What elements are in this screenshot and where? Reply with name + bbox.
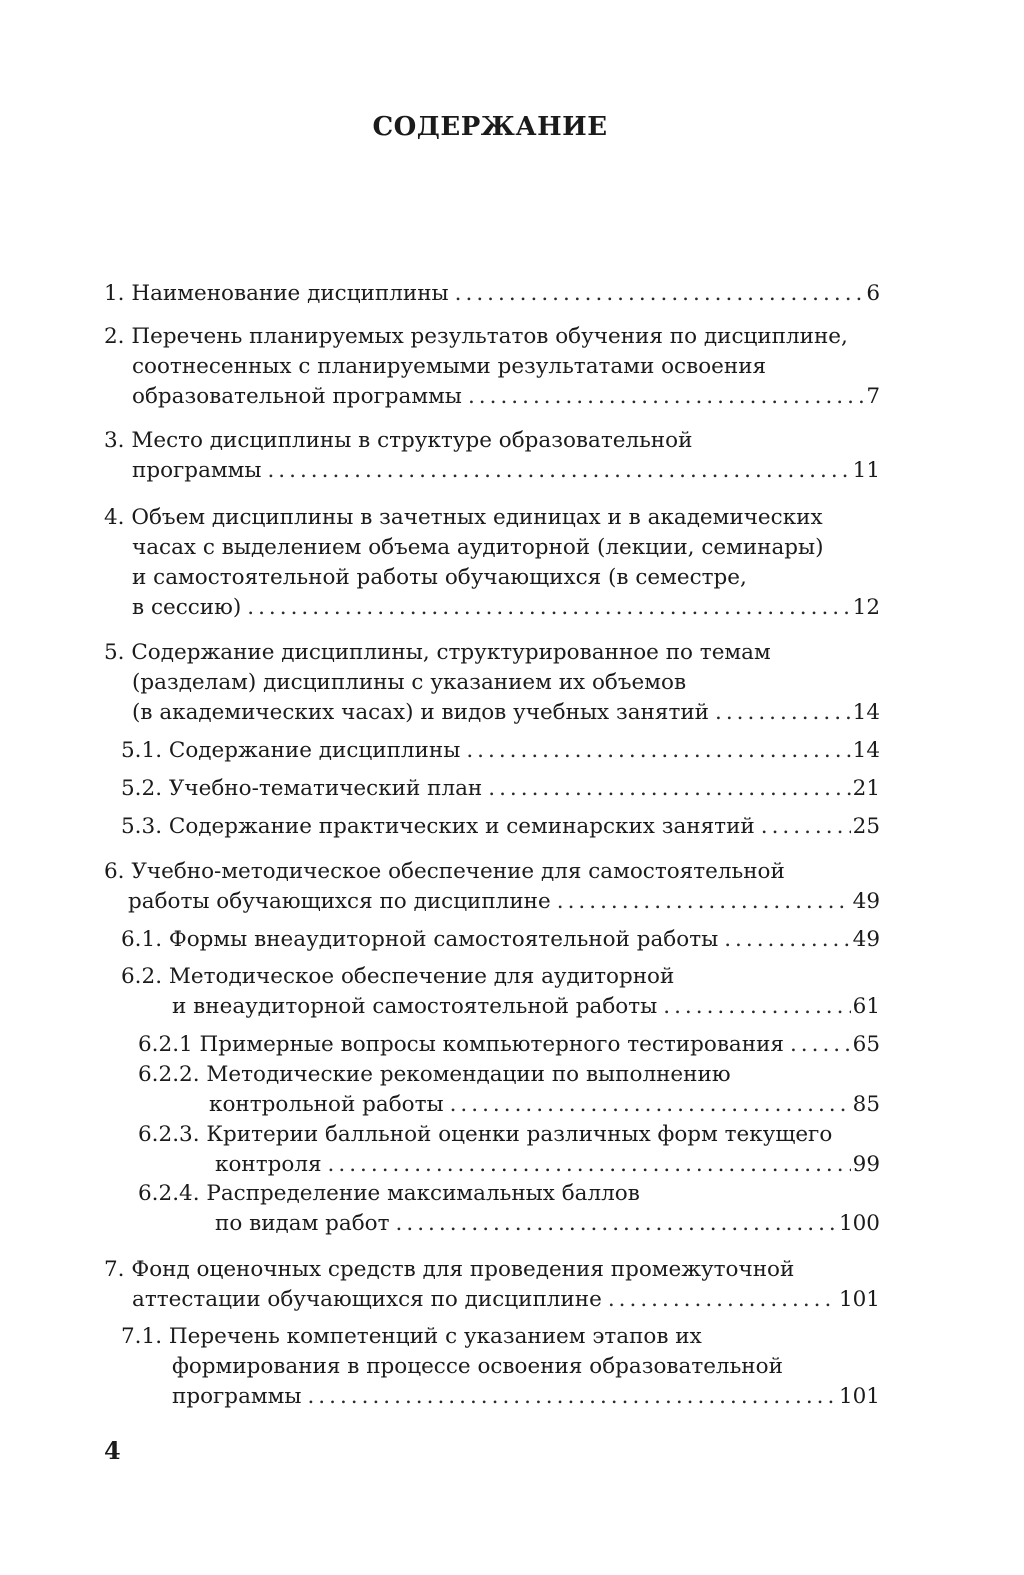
- toc-entry-text: контроля: [215, 1152, 322, 1177]
- dot-leader: [468, 382, 864, 412]
- toc-entry-text: по видам работ: [215, 1211, 390, 1236]
- toc-entry: [104, 426, 880, 486]
- toc-entry: [104, 322, 880, 412]
- dot-leader: [267, 456, 850, 486]
- toc-entry-number: 4.: [104, 505, 132, 530]
- toc-entry-number: 5.1.: [121, 738, 169, 763]
- toc-page-number: 14: [852, 700, 880, 725]
- dot-leader: [557, 887, 851, 917]
- toc-page-number: 11: [852, 458, 880, 483]
- toc-entry-text: в сессию): [132, 595, 242, 620]
- dot-leader: [663, 992, 850, 1022]
- toc-entry-text: Учебно-методическое обеспечение для самостоятельной: [131, 859, 785, 884]
- toc-entry-text: контрольной работы: [209, 1092, 444, 1117]
- toc-entry: [104, 1255, 880, 1315]
- toc-entry-text: и самостоятельной работы обучающихся (в семестре,: [132, 565, 747, 590]
- toc-entry-number: 5.: [104, 640, 132, 665]
- toc-entry-number: 2.: [104, 324, 132, 349]
- dot-leader: [247, 593, 850, 623]
- toc-entry-number: 6.2.4.: [138, 1181, 207, 1206]
- toc-entry: [104, 503, 880, 623]
- toc-entry: [138, 1030, 880, 1060]
- toc-entry: [138, 1179, 880, 1239]
- toc-entry-number: 6.2.3.: [138, 1122, 207, 1147]
- toc-entry-text: Наименование дисциплины: [131, 281, 449, 306]
- toc-entry-text: Учебно-тематический план: [168, 776, 483, 801]
- dot-leader: [715, 698, 851, 728]
- toc-entry-number: 5.3.: [121, 814, 169, 839]
- toc-entry-text: программы: [172, 1384, 302, 1409]
- toc-page-number: 14: [852, 738, 880, 763]
- toc-entry-number: 6.2.: [121, 964, 169, 989]
- toc-entry-text: Фонд оценочных средств для проведения промежуточной: [131, 1257, 795, 1282]
- toc-entry: [104, 638, 880, 728]
- toc-entry-text: программы: [132, 458, 262, 483]
- page-number: 4: [104, 1436, 121, 1465]
- toc-entry-number: 7.1.: [121, 1324, 169, 1349]
- toc-page-number: 99: [852, 1152, 880, 1177]
- toc-page-number: 49: [852, 927, 880, 952]
- dot-leader: [307, 1382, 837, 1412]
- dot-leader: [724, 925, 850, 955]
- toc-entry-text: часах с выделением объема аудиторной (лекции, семинары): [132, 535, 824, 560]
- toc-entry: [138, 1120, 880, 1180]
- toc-page-number: 61: [852, 994, 880, 1019]
- dot-leader: [790, 1030, 851, 1060]
- toc-entry-text: работы обучающихся по дисциплине: [128, 889, 551, 914]
- toc-page-number: 65: [852, 1032, 880, 1057]
- dot-leader: [608, 1285, 837, 1315]
- toc-entry-text: (в академических часах) и видов учебных занятий: [132, 700, 710, 725]
- toc-entry: [138, 1060, 880, 1120]
- toc-entry-text: Содержание практических и семинарских занятий: [168, 814, 755, 839]
- toc-page-number: 85: [852, 1092, 880, 1117]
- toc-entry: [121, 812, 880, 842]
- toc-entry-number: 5.2.: [121, 776, 169, 801]
- toc-entry-text: образовательной программы: [132, 384, 462, 409]
- toc-entry-number: 7.: [104, 1257, 132, 1282]
- toc-page-number: 7: [866, 384, 880, 409]
- toc-entry-text: Формы внеаудиторной самостоятельной работы: [168, 927, 719, 952]
- toc-entry: [121, 774, 880, 804]
- toc-entry-text: Объем дисциплины в зачетных единицах и в академических: [131, 505, 823, 530]
- toc-entry: [121, 736, 880, 766]
- toc-page-number: 21: [852, 776, 880, 801]
- toc-page-number: 12: [852, 595, 880, 620]
- toc-entry-text: Критерии балльной оценки различных форм текущего: [206, 1122, 833, 1147]
- toc-entry-text: Перечень планируемых результатов обучения по дисциплине,: [131, 324, 848, 349]
- toc-entry-number: 6.2.1: [138, 1032, 200, 1057]
- toc-entry-text: Методическое обеспечение для аудиторной: [168, 964, 675, 989]
- toc-entry-text: Содержание дисциплины: [168, 738, 461, 763]
- dot-leader: [761, 812, 851, 842]
- toc-entry-text: аттестации обучающихся по дисциплине: [132, 1287, 602, 1312]
- toc-entry: [121, 1322, 880, 1412]
- dot-leader: [455, 279, 865, 309]
- toc-entry-text: Место дисциплины в структуре образовательной: [131, 428, 693, 453]
- toc-entry-number: 6.: [104, 859, 132, 884]
- toc-page-number: 100: [838, 1211, 880, 1236]
- toc-entry-text: Примерные вопросы компьютерного тестирования: [199, 1032, 784, 1057]
- toc-entry-text: Распределение максимальных баллов: [206, 1181, 640, 1206]
- toc-entry: [104, 279, 880, 309]
- dot-leader: [450, 1090, 851, 1120]
- dot-leader: [466, 736, 850, 766]
- toc-entry-text: Методические рекомендации по выполнению: [206, 1062, 731, 1087]
- toc-entry: [121, 962, 880, 1022]
- toc-entry-text: Содержание дисциплины, структурированное по темам: [131, 640, 771, 665]
- toc-page-number: 101: [838, 1384, 880, 1409]
- dot-leader: [396, 1209, 837, 1239]
- toc-page-number: 49: [852, 889, 880, 914]
- toc-entry-number: 6.2.2.: [138, 1062, 207, 1087]
- toc-entry-text: формирования в процессе освоения образовательной: [172, 1354, 783, 1379]
- toc-entry: [121, 925, 880, 955]
- page-title: СОДЕРЖАНИЕ: [372, 112, 608, 142]
- toc-entry-text: (разделам) дисциплины с указанием их объемов: [132, 670, 687, 695]
- toc-entry-text: Перечень компетенций с указанием этапов их: [168, 1324, 702, 1349]
- toc-entry-number: 1.: [104, 281, 132, 306]
- toc-page-number: 101: [838, 1287, 880, 1312]
- toc-entry-text: и внеаудиторной самостоятельной работы: [172, 994, 658, 1019]
- toc-entry-number: 3.: [104, 428, 132, 453]
- toc-entry: [104, 857, 880, 917]
- toc-entry-number: 6.1.: [121, 927, 169, 952]
- dot-leader: [488, 774, 850, 804]
- toc-entry-text: соотнесенных с планируемыми результатами освоения: [132, 354, 767, 379]
- toc-page-number: 25: [852, 814, 880, 839]
- toc-page-number: 6: [866, 281, 880, 306]
- dot-leader: [328, 1150, 851, 1180]
